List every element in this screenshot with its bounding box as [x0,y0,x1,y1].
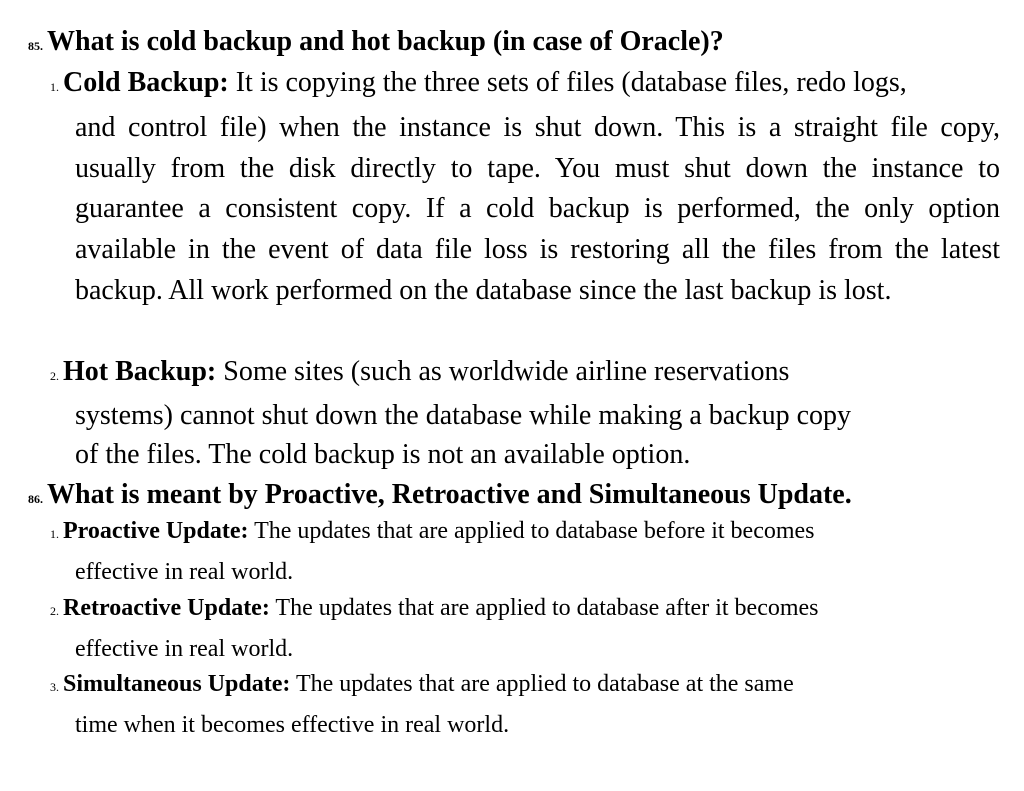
item-text: The updates that are applied to database after it becomes [275,595,819,621]
question-number: 86. [28,492,43,506]
item-text: It is copying the three sets of files (database files, redo logs, [235,67,907,98]
question-number: 85. [28,39,43,53]
item-term: Cold Backup: [63,67,229,98]
item-text-line: systems) cannot shut down the database while making a backup copy [75,400,852,431]
question-title: What is cold backup and hot backup (in case of Oracle)? [47,26,724,57]
item-text-line: time when it becomes effective in real world. [75,712,510,738]
item-text-line: effective in real world. [75,636,294,662]
item-text-line: of the files. The cold backup is not an available option. [75,439,691,470]
item-text: Some sites (such as worldwide airline reservations [223,356,790,387]
item-term: Simultaneous Update: [63,671,291,697]
list-item-simultaneous-update [50,665,1000,744]
question-86-heading [28,479,852,515]
list-item-hot-backup [50,352,1000,474]
question-title: What is meant by Proactive, Retroactive and Simultaneous Update. [47,479,852,510]
item-text: The updates that are applied to database before it becomes [254,518,815,544]
item-number: 1. [50,527,59,541]
item-continuation: and control file) when the instance is shut down. This is a straight file copy, usually from the disk directly to tape. You must shut down the instance to guarantee a consistent copy. If a cold backup is performed, the only option available in the event of data file loss is restoring all the files from the latest backup. All work performed on the database since the last backup is lost. [75,111,1000,306]
item-text: The updates that are applied to database at the same [295,671,794,697]
list-item-retroactive-update [50,589,1000,668]
item-text-line: effective in real world. [75,559,294,585]
item-term: Proactive Update: [63,518,249,544]
item-number: 1. [50,80,59,94]
list-item-cold-backup [50,63,1000,312]
item-number: 3. [50,680,59,694]
item-term: Retroactive Update: [63,595,270,621]
item-term: Hot Backup: [63,356,217,387]
item-number: 2. [50,369,59,383]
item-number: 2. [50,604,59,618]
question-85-heading [28,26,724,62]
list-item-proactive-update [50,512,1000,591]
